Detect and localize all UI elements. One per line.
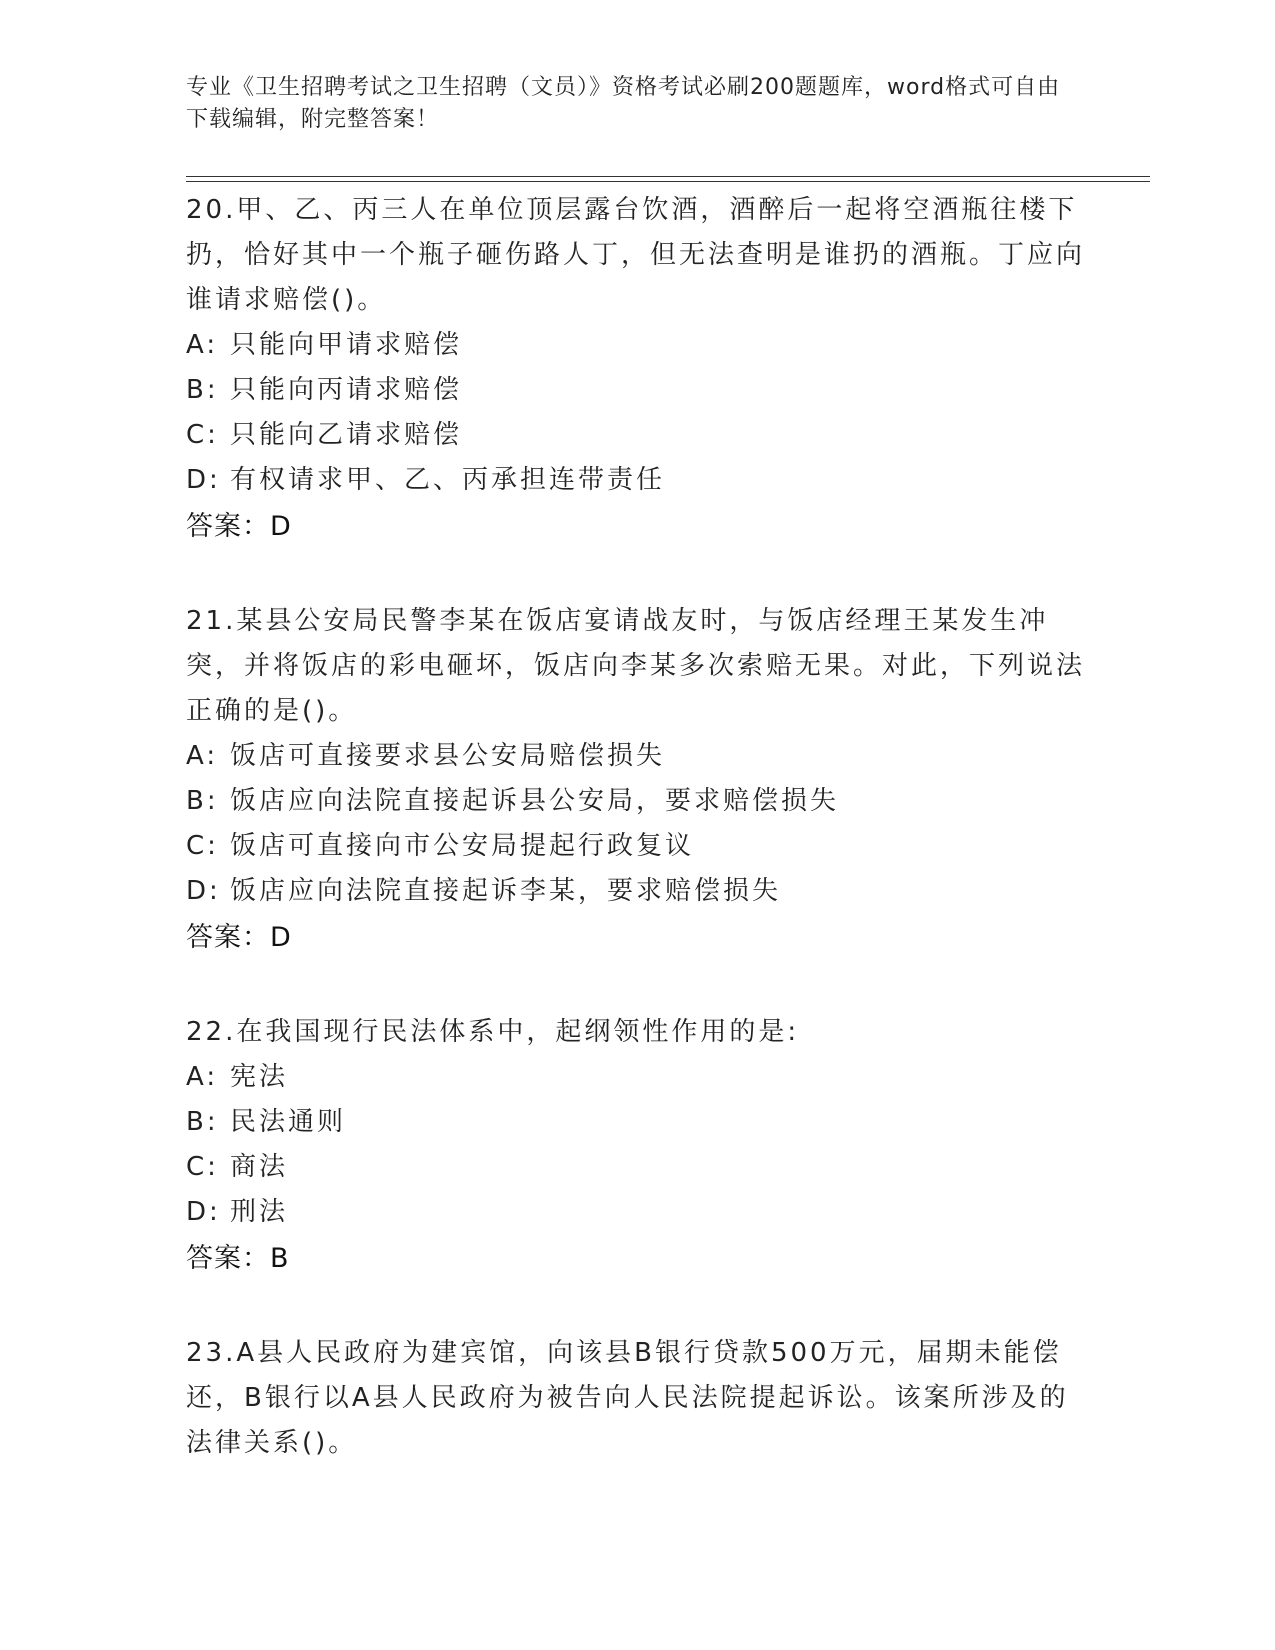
question-20 <box>186 188 1086 551</box>
question-text: 20.甲、乙、丙三人在单位顶层露台饮酒，酒醉后一起将空酒瓶往楼下扔，恰好其中一个瓶子砸伤路人丁，但无法查明是谁扔的酒瓶。丁应向谁请求赔偿()。 <box>186 195 1086 315</box>
question-text: 21.某县公安局民警李某在饭店宴请战友时，与饭店经理王某发生冲突，并将饭店的彩电砸坏，饭店向李某多次索赔无果。对此，下列说法正确的是()。 <box>186 606 1086 726</box>
question-list <box>186 188 1086 1514</box>
header-divider-bottom <box>186 181 1150 182</box>
option-key: C: <box>186 831 219 861</box>
question-text: 23.A县人民政府为建宾馆，向该县B银行贷款500万元，届期未能偿还，B银行以A县人民政府为被告向人民法院提起诉讼。该案所涉及的法律关系()。 <box>186 1338 1069 1458</box>
option-key: D: <box>186 465 221 495</box>
question-23 <box>186 1331 1086 1466</box>
option-a <box>186 734 1086 779</box>
option-text: 只能向丙请求赔偿 <box>230 375 463 405</box>
option-key: C: <box>186 420 219 450</box>
answer-label: 答案：B <box>186 1243 290 1274</box>
option-a <box>186 1055 1086 1100</box>
option-b <box>186 779 1086 824</box>
option-key: A: <box>186 330 219 360</box>
option-text: 刑法 <box>230 1197 289 1227</box>
option-a <box>186 323 1086 368</box>
option-text: 有权请求甲、乙、丙承担连带责任 <box>230 465 666 495</box>
option-d <box>186 869 1086 914</box>
option-key: D: <box>186 876 221 906</box>
question-22 <box>186 1010 1086 1283</box>
question-21 <box>186 599 1086 962</box>
option-c <box>186 413 1086 458</box>
option-text: 宪法 <box>230 1062 289 1092</box>
option-b <box>186 368 1086 413</box>
option-text: 只能向乙请求赔偿 <box>230 420 463 450</box>
question-text: 22.在我国现行民法体系中，起纲领性作用的是: <box>186 1017 800 1047</box>
option-text: 饭店可直接向市公安局提起行政复议 <box>230 831 695 861</box>
option-key: A: <box>186 741 219 771</box>
answer-label: 答案：D <box>186 922 292 953</box>
option-text: 商法 <box>230 1152 289 1182</box>
header-divider-top <box>186 176 1150 177</box>
option-d <box>186 458 1086 503</box>
option-text: 饭店应向法院直接起诉李某，要求赔偿损失 <box>230 876 782 906</box>
option-d <box>186 1190 1086 1235</box>
document-header: 专业《卫生招聘考试之卫生招聘（文员）》资格考试必刷200题题库，word格式可自由下载编辑，附完整答案！ <box>186 75 1061 132</box>
option-text: 民法通则 <box>230 1107 347 1137</box>
option-text: 饭店可直接要求县公安局赔偿损失 <box>230 741 666 771</box>
option-key: A: <box>186 1062 219 1092</box>
option-c <box>186 824 1086 869</box>
option-text: 只能向甲请求赔偿 <box>230 330 463 360</box>
option-b <box>186 1100 1086 1145</box>
option-key: D: <box>186 1197 221 1227</box>
answer-label: 答案：D <box>186 511 292 542</box>
option-c <box>186 1145 1086 1190</box>
option-text: 饭店应向法院直接起诉县公安局，要求赔偿损失 <box>230 786 840 816</box>
option-key: C: <box>186 1152 219 1182</box>
option-key: B: <box>186 1107 219 1137</box>
option-key: B: <box>186 375 219 405</box>
option-key: B: <box>186 786 219 816</box>
